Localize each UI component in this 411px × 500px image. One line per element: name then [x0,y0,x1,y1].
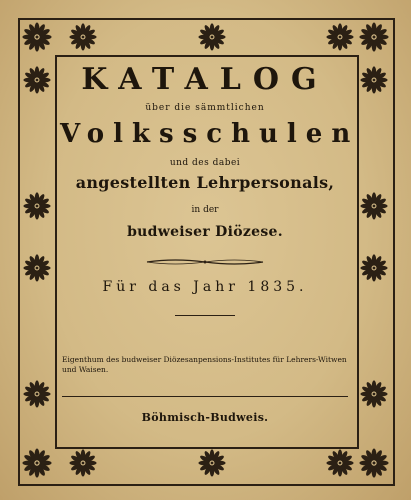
ownership-line-2: und Waisen. [62,365,109,374]
subtitle-line-3: in der [191,205,219,215]
right-rosette-2 [358,252,390,284]
left-rosette-1 [21,190,53,222]
corner-rosette-3 [357,446,391,480]
ornamental-divider [145,257,265,267]
top-rosette-1 [196,21,228,53]
right-rosette-0 [358,64,390,96]
place-of-publication: Böhmisch-Budweis. [141,411,269,424]
top-rosette-0 [67,21,99,53]
bottom-rosette-0 [67,447,99,479]
bottom-rule [62,396,348,397]
left-rosette-2 [21,252,53,284]
title-lehrpersonals: angestellten Lehrpersonals, [75,173,335,192]
top-rosette-2 [324,21,356,53]
short-rule [175,315,235,316]
title-dioezese: budweiser Diözese. [127,224,283,240]
subtitle-line-2: und des dabei [169,158,241,168]
left-rosette-0 [21,64,53,96]
corner-rosette-0 [20,20,54,54]
right-rosette-1 [358,190,390,222]
ownership-note [62,355,352,375]
corner-rosette-2 [20,446,54,480]
subtitle-line-1: über die sämmtlichen [145,103,265,113]
bottom-rosette-1 [196,447,228,479]
catalog-title: KATALOG [81,62,329,97]
year-line: Für das Jahr 1835. [102,279,308,295]
right-rosette-3 [358,378,390,410]
bottom-rosette-2 [324,447,356,479]
inner-border [55,55,359,449]
left-rosette-3 [21,378,53,410]
ownership-line-1: Eigenthum des budweiser Diözesanpensions-Institutes für Lehrers-Witwen [62,355,347,364]
title-volksschulen: Volksschulen [60,119,360,149]
corner-rosette-1 [357,20,391,54]
